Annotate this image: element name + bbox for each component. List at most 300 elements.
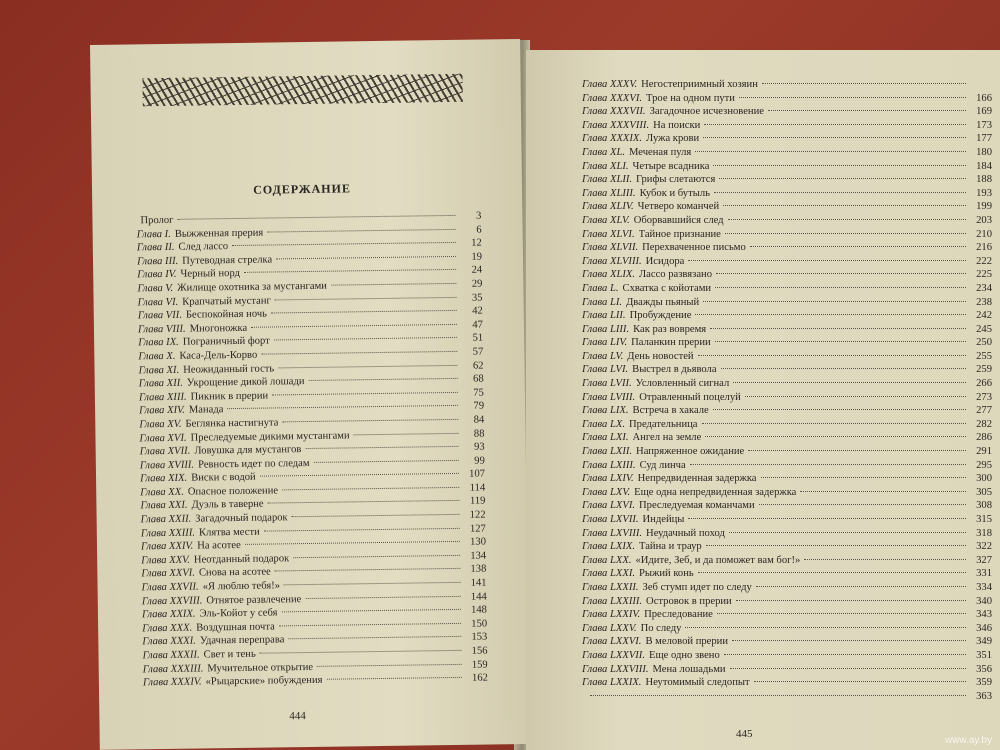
toc-entry xyxy=(582,132,992,146)
leader-dots xyxy=(695,151,966,152)
leader-dots xyxy=(292,514,460,517)
chapter-label: Глава XXVIII. xyxy=(141,595,203,607)
right-page xyxy=(526,50,1000,750)
page-ref: 114 xyxy=(469,482,486,494)
leader-dots xyxy=(713,409,966,410)
chapter-title: Суд линча xyxy=(639,459,686,471)
page-ref: 6 xyxy=(476,224,482,236)
page-ref: 282 xyxy=(976,418,992,430)
leader-dots xyxy=(713,165,966,166)
chapter-title: Свет и тень xyxy=(203,648,256,661)
chapter-label: Глава LXI. xyxy=(582,432,629,444)
chapter-label: Глава XXXI. xyxy=(142,635,196,648)
leader-dots xyxy=(725,233,966,234)
chapter-title: Черный норд xyxy=(180,268,241,281)
chapter-label: Глава LXXVIII. xyxy=(582,663,649,675)
leader-dots xyxy=(331,283,456,286)
leader-dots xyxy=(716,273,966,274)
page-ref: 277 xyxy=(976,405,992,417)
chapter-title: Загадочное исчезновение xyxy=(649,106,764,118)
chapter-label: Глава III. xyxy=(136,255,179,268)
chapter-label: Глава LVI. xyxy=(582,364,629,376)
chapter-title: Островок в прерии xyxy=(646,595,732,607)
chapter-title: Преследование xyxy=(644,609,713,621)
page-ref: 62 xyxy=(472,360,484,372)
chapter-label: Глава XXII. xyxy=(140,513,192,526)
leader-dots xyxy=(271,310,457,314)
leader-dots xyxy=(706,545,966,546)
chapter-title: Мена лошадьми xyxy=(652,663,726,675)
chapter-title: Исидора xyxy=(645,255,685,267)
chapter-label: Глава LIII. xyxy=(582,323,630,335)
decorative-ornament xyxy=(142,74,462,106)
chapter-label: Глава XXI. xyxy=(140,500,188,512)
toc-entry xyxy=(582,92,992,106)
chapter-label: Глава LII. xyxy=(582,310,626,322)
chapter-title: Негостеприимный хозяин xyxy=(641,79,758,90)
chapter-label: Глава VII. xyxy=(137,309,183,322)
page-ref: 286 xyxy=(976,432,992,444)
page-ref: 216 xyxy=(976,242,992,254)
toc-entry xyxy=(582,78,992,92)
chapter-title: Загадочный подарок xyxy=(195,512,288,525)
page-ref: 250 xyxy=(976,337,992,349)
page-ref: 29 xyxy=(471,278,483,290)
chapter-title: Крапчатый мустанг xyxy=(182,295,271,308)
leader-dots xyxy=(800,491,966,492)
chapter-title: Неутомимый следопыт xyxy=(645,677,750,689)
toc-entry xyxy=(582,595,992,609)
toc-entry xyxy=(582,146,992,160)
leader-dots xyxy=(244,269,456,273)
chapter-title: Еще одна непредвиденная задержка xyxy=(634,486,797,498)
page-ref: 359 xyxy=(976,677,992,689)
page-ref: 349 xyxy=(976,636,992,648)
page-ref: 153 xyxy=(471,631,488,644)
leader-dots xyxy=(698,355,966,356)
leader-dots xyxy=(281,609,460,613)
chapter-title: Клятва мести xyxy=(198,526,260,539)
toc-entry xyxy=(582,241,992,255)
page-number-right: 445 xyxy=(736,728,753,740)
leader-dots xyxy=(715,341,966,342)
toc-entry xyxy=(582,214,992,228)
chapter-label: Глава XXXIV. xyxy=(142,676,202,689)
page-ref: 184 xyxy=(976,160,992,172)
leader-dots xyxy=(717,613,966,614)
page-number-left: 444 xyxy=(289,710,306,723)
chapter-title: Пикник в прерии xyxy=(190,390,269,403)
leader-dots xyxy=(245,541,460,545)
leader-dots xyxy=(275,568,461,572)
page-ref: 99 xyxy=(474,455,485,467)
chapter-title: Воздушная почта xyxy=(196,621,275,634)
page-ref: 180 xyxy=(976,146,992,158)
page-ref: 295 xyxy=(976,459,992,471)
toc-entry xyxy=(582,472,992,486)
chapter-label: Глава LIX. xyxy=(582,405,629,417)
chapter-title: Неудачный поход xyxy=(646,527,725,539)
page-ref: 242 xyxy=(976,310,992,322)
leader-dots xyxy=(710,328,966,329)
page-ref: 35 xyxy=(471,292,483,304)
page-ref: 107 xyxy=(469,468,486,481)
chapter-title: Оборвавшийся след xyxy=(633,214,724,226)
leader-dots xyxy=(732,640,966,641)
leader-dots xyxy=(730,668,966,669)
chapter-title: День новостей xyxy=(627,350,694,362)
chapter-title: На поиски xyxy=(653,119,701,131)
leader-dots xyxy=(768,110,966,111)
page-ref: 356 xyxy=(976,663,992,675)
chapter-title: Путеводная стрелка xyxy=(182,254,273,267)
page-ref: 343 xyxy=(976,609,992,621)
page-ref: 199 xyxy=(976,201,992,213)
chapter-title: Преследуемая команчами xyxy=(639,500,755,512)
chapter-title: Меченая пуля xyxy=(629,146,692,158)
leader-dots xyxy=(227,405,458,409)
leader-dots xyxy=(756,586,966,587)
page-ref: 148 xyxy=(470,604,488,616)
page-ref: 134 xyxy=(470,550,487,562)
page-ref: 19 xyxy=(471,251,483,263)
toc-entry xyxy=(582,119,992,133)
chapter-title: Как раз вовремя xyxy=(633,323,707,335)
watermark: www.ay.by xyxy=(944,735,992,746)
leader-dots xyxy=(685,627,966,628)
toc-entry xyxy=(582,187,992,201)
chapter-title: Многоножка xyxy=(189,322,248,335)
leader-dots xyxy=(278,364,457,368)
chapter-label: Глава XXVII. xyxy=(141,581,199,594)
leader-dots xyxy=(279,623,461,627)
chapter-title: Ангел на земле xyxy=(632,432,702,444)
chapter-label: Глава XLVI. xyxy=(582,228,635,240)
chapter-title: Снова на асотее xyxy=(198,566,271,579)
chapter-title: Непредвиденная задержка xyxy=(637,473,757,485)
toc-entry xyxy=(582,268,992,282)
chapter-title: «Рыцарские» побуждения xyxy=(205,675,323,688)
chapter-title: Неотданный подарок xyxy=(193,553,290,566)
page-ref: 259 xyxy=(976,364,992,376)
toc-entry xyxy=(582,363,992,377)
chapter-label: Глава LXVII. xyxy=(582,514,639,525)
toc-entry xyxy=(582,255,992,269)
leader-dots xyxy=(704,124,966,125)
chapter-label: Глава XXIV. xyxy=(140,540,194,553)
chapter-title: Встреча в хакале xyxy=(632,405,709,417)
toc-entry xyxy=(582,309,992,323)
page-ref: 42 xyxy=(472,305,483,317)
page-ref: 238 xyxy=(976,296,992,308)
leader-dots xyxy=(705,436,966,437)
chapter-title: Дважды пьяный xyxy=(626,296,700,308)
page-ref: 68 xyxy=(473,373,484,385)
chapter-label: Глава XL. xyxy=(582,146,625,158)
chapter-label: Глава LXX. xyxy=(582,554,632,566)
toc-entry xyxy=(582,282,992,296)
page-ref: 340 xyxy=(976,595,992,607)
chapter-label: Глава XX. xyxy=(140,486,184,499)
chapter-title: «Идите, Зеб, и да поможет вам бог!» xyxy=(635,554,801,566)
toc-entry xyxy=(582,377,992,391)
chapter-title: Предательница xyxy=(629,418,698,430)
leader-dots xyxy=(736,600,966,601)
leader-dots xyxy=(284,582,461,585)
leader-dots xyxy=(804,559,966,560)
left-page xyxy=(90,39,530,750)
chapter-label: Глава XXXIII. xyxy=(142,663,204,675)
toc-entry xyxy=(582,173,992,187)
chapter-label: Глава XVI. xyxy=(139,432,187,444)
chapter-label: Глава LXIX. xyxy=(582,541,635,553)
chapter-title: Дуэль в таверне xyxy=(191,499,264,512)
chapter-title: Выстрел в дьявола xyxy=(632,364,717,376)
chapter-title: Отнятое развлечение xyxy=(206,593,302,607)
chapter-title: Тайное признание xyxy=(638,228,721,240)
page-ref: 308 xyxy=(976,500,992,512)
toc-entry xyxy=(582,567,992,581)
toc-entry xyxy=(582,391,992,405)
toc-entry xyxy=(582,690,992,704)
chapter-label: Глава LXXIII. xyxy=(582,595,643,607)
chapter-label: Глава LXXI. xyxy=(582,568,635,580)
chapter-title: Перехваченное письмо xyxy=(642,242,746,254)
leader-dots xyxy=(703,137,966,138)
chapter-label: Глава L. xyxy=(582,282,619,294)
leader-dots xyxy=(754,681,966,682)
toc-entry xyxy=(582,663,992,677)
page-ref: 234 xyxy=(976,282,992,294)
toc-entry xyxy=(582,404,992,418)
leader-dots xyxy=(723,205,966,206)
page-ref: 346 xyxy=(976,622,992,634)
chapter-title: Паланкин прерии xyxy=(631,337,711,349)
leader-dots xyxy=(261,351,457,355)
chapter-title: Отравленный поцелуй xyxy=(639,391,741,403)
page-ref: 127 xyxy=(469,523,486,535)
chapter-label: Глава VIII. xyxy=(137,323,186,336)
leader-dots xyxy=(260,650,462,654)
leader-dots xyxy=(695,314,966,315)
page-ref: 245 xyxy=(976,323,992,335)
page-ref: 84 xyxy=(473,414,485,426)
chapter-title: Удачная переправа xyxy=(199,634,285,647)
leader-dots xyxy=(268,500,460,504)
page-ref: 122 xyxy=(469,509,486,521)
leader-dots xyxy=(313,460,458,463)
page-ref: 305 xyxy=(976,486,992,498)
chapter-label: Глава X. xyxy=(138,350,176,363)
chapter-title: Выжженная прерия xyxy=(174,227,264,240)
leader-dots xyxy=(260,473,459,477)
chapter-title: Схватка с койотами xyxy=(622,282,712,294)
chapter-label: Глава XXXVII. xyxy=(582,106,646,118)
chapter-title: Условленный сигнал xyxy=(635,378,730,390)
chapter-label: Глава XXXV. xyxy=(582,79,638,90)
toc-entry xyxy=(582,228,992,242)
chapter-label: Глава LVIII. xyxy=(582,391,636,403)
chapter-label: Глава XXIII. xyxy=(140,527,196,539)
chapter-title: Тайна и траур xyxy=(639,541,702,553)
chapter-title: Кубок и бутыль xyxy=(639,187,710,199)
chapter-title: Манада xyxy=(188,404,224,416)
toc-entry xyxy=(582,459,992,473)
chapter-title: Грифы слетаются xyxy=(636,174,716,186)
page-ref: 162 xyxy=(471,672,488,684)
page-ref: 351 xyxy=(976,649,992,661)
chapter-title: На асотее xyxy=(197,540,241,552)
leader-dots xyxy=(714,192,966,193)
leader-dots xyxy=(739,97,966,98)
toc-entry xyxy=(582,513,992,527)
chapter-label: Глава XXXVI. xyxy=(582,92,643,104)
leader-dots xyxy=(729,532,966,533)
leader-dots xyxy=(272,392,458,396)
chapter-label: Глава LXXII. xyxy=(582,581,639,593)
leader-dots xyxy=(745,396,966,397)
chapter-title: В меловой прерии xyxy=(645,636,729,648)
chapter-title: Четыре всадника xyxy=(632,160,710,172)
page-ref: 144 xyxy=(470,591,487,603)
chapter-title: Эль-Койот у себя xyxy=(199,607,278,620)
leader-dots xyxy=(282,419,458,422)
page-ref: 93 xyxy=(473,441,485,453)
toc-list-left xyxy=(136,210,488,691)
page-ref: 255 xyxy=(976,350,992,362)
leader-dots xyxy=(305,446,458,449)
chapter-title: Пролог xyxy=(140,214,174,227)
page-ref: 188 xyxy=(976,174,992,186)
page-ref: 193 xyxy=(976,187,992,199)
leader-dots xyxy=(698,572,966,573)
page-ref: 79 xyxy=(473,400,485,412)
chapter-label: Глава XLIX. xyxy=(582,269,635,281)
page-ref: 210 xyxy=(976,228,992,240)
leader-dots xyxy=(761,477,966,478)
chapter-label: Глава XVII. xyxy=(139,445,191,458)
chapter-title: Мучительное открытие xyxy=(207,661,314,675)
toc-entry xyxy=(582,554,992,568)
toc-entry xyxy=(582,608,992,622)
chapter-label: Глава XLIV. xyxy=(582,201,634,213)
chapter-label: Глава XLVII. xyxy=(582,242,639,254)
leader-dots xyxy=(690,464,966,465)
page-ref: 12 xyxy=(471,237,482,249)
page-ref: 327 xyxy=(976,554,992,566)
leader-dots xyxy=(276,256,456,260)
chapter-title: Пограничный форт xyxy=(182,335,270,349)
chapter-label: Глава XLV. xyxy=(582,214,630,226)
page-ref: 166 xyxy=(976,92,992,104)
chapter-title: По следу xyxy=(640,622,682,634)
chapter-label: Глава XXXII. xyxy=(142,649,200,662)
leader-dots xyxy=(317,663,462,666)
page-ref: 169 xyxy=(976,106,992,118)
leader-dots xyxy=(702,423,967,424)
chapter-title: Лужа крови xyxy=(646,133,700,145)
page-ref: 51 xyxy=(472,332,484,345)
toc-entry xyxy=(582,200,992,214)
chapter-title: Трое на одном пути xyxy=(646,92,735,104)
leader-dots xyxy=(762,83,966,84)
chapter-label: Глава XXXIX. xyxy=(582,133,643,145)
leader-dots xyxy=(688,260,966,261)
chapter-title: «Я люблю тебя!» xyxy=(202,580,281,593)
chapter-label: Глава XII. xyxy=(138,377,183,390)
toc-heading: СОДЕРЖАНИЕ xyxy=(253,181,352,197)
chapter-label: Глава XLIII. xyxy=(582,187,636,199)
toc-entry xyxy=(582,431,992,445)
chapter-label: Глава LIV. xyxy=(582,337,628,349)
chapter-title: Преследуемые дикими мустангами xyxy=(190,429,350,444)
page-ref: 119 xyxy=(469,495,486,508)
chapter-label: Глава LXIII. xyxy=(582,459,636,471)
page-ref: 159 xyxy=(471,659,488,671)
leader-dots xyxy=(728,219,966,220)
chapter-label: Глава LVII. xyxy=(582,378,632,390)
chapter-label: Глава LXXV. xyxy=(582,622,637,634)
chapter-label: Глава IX. xyxy=(138,337,179,349)
leader-dots xyxy=(251,324,457,328)
chapter-title: Неожиданный гость xyxy=(183,362,275,376)
leader-dots xyxy=(703,301,966,302)
leader-dots xyxy=(309,378,458,381)
page-ref: 222 xyxy=(976,255,992,267)
page-ref: 363 xyxy=(976,690,992,702)
leader-dots xyxy=(326,677,461,680)
chapter-label: Глава XI. xyxy=(138,364,180,376)
chapter-label: Глава XLII. xyxy=(582,174,633,186)
leader-dots xyxy=(267,229,455,233)
leader-dots xyxy=(354,432,459,434)
chapter-label: Глава LXVI. xyxy=(582,500,635,512)
leader-dots xyxy=(293,555,460,558)
page-ref: 75 xyxy=(473,387,484,399)
chapter-label: Глава XXVI. xyxy=(141,568,196,580)
chapter-label: Глава LX. xyxy=(582,418,625,430)
leader-dots xyxy=(688,518,966,519)
toc-entry xyxy=(582,581,992,595)
chapter-title: Четверо команчей xyxy=(637,201,720,213)
leader-dots xyxy=(274,337,457,341)
leader-dots xyxy=(264,528,460,532)
chapter-label: Глава XVIII. xyxy=(139,459,195,472)
page-ref: 225 xyxy=(976,269,992,281)
chapter-label: Глава VI. xyxy=(137,296,179,308)
page-ref: 130 xyxy=(470,536,487,548)
page-ref: 203 xyxy=(976,214,992,226)
chapter-label: Глава XIV. xyxy=(139,405,185,417)
page-ref: 3 xyxy=(476,210,482,222)
leader-dots xyxy=(724,654,966,655)
chapter-label: Глава XXXVIII. xyxy=(582,119,650,131)
chapter-title: Опасное положение xyxy=(187,485,279,498)
toc-entry xyxy=(582,418,992,432)
page-ref: 300 xyxy=(976,473,992,485)
chapter-title: Укрощение дикой лошади xyxy=(186,376,305,389)
page-ref: 173 xyxy=(976,119,992,131)
leader-dots xyxy=(719,178,966,179)
toc-entry xyxy=(582,105,992,119)
page-ref: 177 xyxy=(976,133,992,145)
chapter-title: Ревность идет по следам xyxy=(197,457,310,471)
toc-entry xyxy=(582,649,992,663)
toc-entry xyxy=(582,622,992,636)
leader-dots xyxy=(750,246,966,247)
chapter-label: Глава XV. xyxy=(139,418,182,431)
page-ref: 47 xyxy=(472,319,484,331)
